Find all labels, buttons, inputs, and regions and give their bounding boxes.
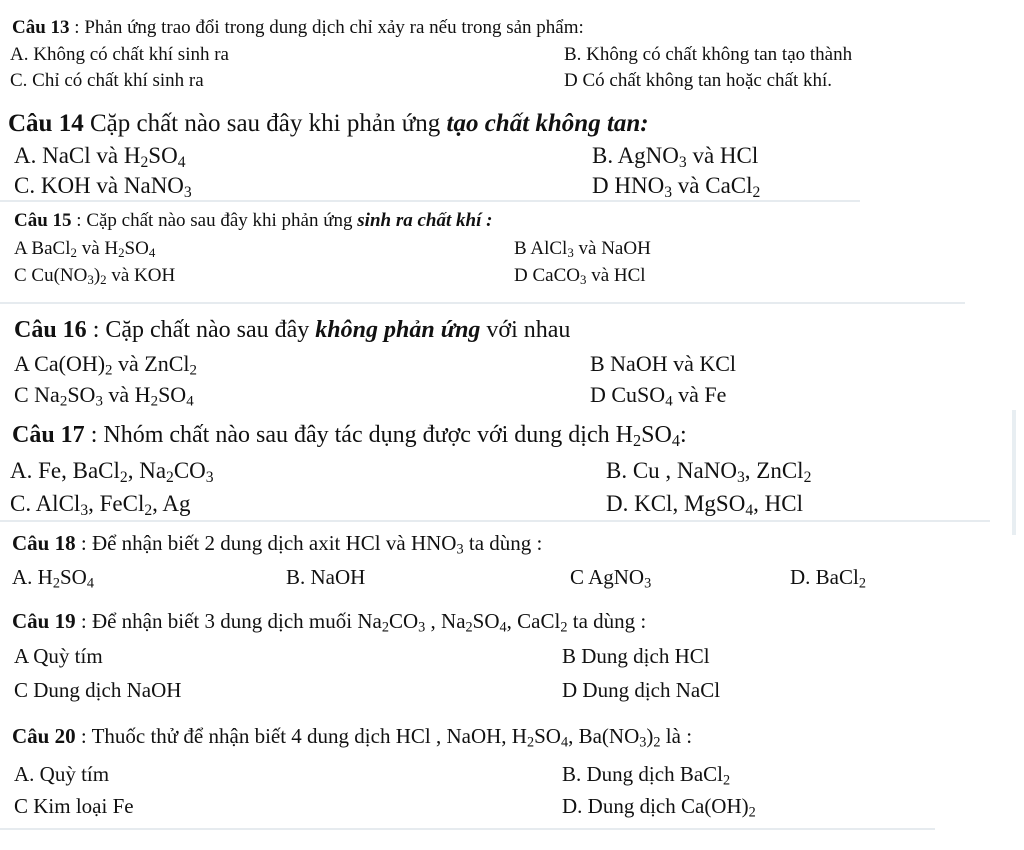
question-20-stem: Câu 20 : Thuốc thử để nhận biết 4 dung dịch HCl , NaOH, $H_2SO_4$, $Ba(NO_3)_2$ là :	[12, 724, 693, 751]
question-13-option-b: B. Không có chất không tan tạo thành	[564, 44, 853, 65]
question-14-option-b: B. AgNO$_3$ và HCl	[592, 143, 759, 171]
question-19-option-a: A Quỳ tím	[14, 644, 103, 668]
question-19-option-b: B Dung dịch HCl	[562, 644, 710, 668]
section-divider	[0, 828, 935, 830]
question-15-stem: Câu 15 : Cặp chất nào sau đây khi phản ứng sinh ra chất khí :	[14, 210, 493, 231]
scan-edge	[1012, 410, 1016, 535]
question-15-option-d: D CaCO$_3$ và HCl	[514, 265, 646, 288]
question-20-option-d: D. Dung dịch $Ca(OH)_2$	[562, 794, 756, 821]
question-17-stem: Câu 17 : Nhóm chất nào sau đây tác dụng được với dung dịch $H_2SO_4$:	[12, 422, 687, 451]
question-19-option-c: C Dung dịch NaOH	[14, 678, 182, 702]
question-16-option-a: A $Ca(OH)_2$ và ZnCl$_2$	[14, 351, 198, 379]
question-20-option-c: C Kim loại Fe	[14, 794, 134, 818]
question-13-option-d: D Có chất không tan hoặc chất khí.	[564, 70, 833, 91]
question-16-option-d: D CuSO$_4$ và Fe	[590, 382, 727, 410]
question-13-option-c: C. Chỉ có chất khí sinh ra	[10, 70, 204, 91]
question-17-option-a: A. Fe, BaCl$_2$, $Na_2CO_3$	[10, 458, 214, 486]
question-16-stem: Câu 16 : Cặp chất nào sau đây không phản ứng với nhau	[14, 317, 571, 343]
question-18-option-b: B. NaOH	[286, 565, 366, 589]
question-13-stem: Câu 13 : Phản ứng trao đổi trong dung dịch chỉ xảy ra nếu trong sản phẩm:	[12, 17, 584, 38]
section-divider	[0, 520, 990, 522]
question-18-option-c: C AgNO$_3$	[570, 565, 652, 592]
question-14-stem: Câu 14 Cặp chất nào sau đây khi phản ứng tạo chất không tan:	[8, 110, 649, 137]
question-17-option-c: C. AlCl$_3$, FeCl$_2$, Ag	[10, 491, 191, 519]
question-17-option-d: D. KCl, MgSO$_4$, HCl	[606, 491, 803, 519]
question-16-option-b: B NaOH và KCl	[590, 351, 737, 376]
question-17-option-b: B. Cu , NaNO$_3$, ZnCl$_2$	[606, 458, 812, 486]
question-15-option-a: A BaCl$_2$ và $H_2SO_4$	[14, 238, 156, 261]
question-14-option-a: A. NaCl và $H_2SO_4$	[14, 143, 186, 171]
question-16-option-c: C $Na_2SO_3$ và $H_2SO_4$	[14, 382, 194, 410]
question-20-option-a: A. Quỳ tím	[14, 762, 110, 786]
question-20-option-b: B. Dung dịch BaCl$_2$	[562, 762, 731, 789]
question-18-stem: Câu 18 : Để nhận biết 2 dung dịch axit HCl và $HNO_3$ ta dùng :	[12, 531, 543, 558]
question-18-option-d: D. BaCl$_2$	[790, 565, 866, 592]
question-18-option-a: A. $H_2SO_4$	[12, 565, 94, 592]
question-14-option-c: C. KOH và NaNO$_3$	[14, 173, 192, 201]
question-19-option-d: D Dung dịch NaCl	[562, 678, 721, 702]
section-divider	[0, 302, 965, 304]
section-divider	[0, 200, 860, 202]
question-15-option-c: C $Cu(NO_3)_2$ và KOH	[14, 265, 176, 288]
question-15-option-b: B AlCl$_3$ và NaOH	[514, 238, 651, 261]
question-19-stem: Câu 19 : Để nhận biết 3 dung dịch muối $Na_2CO_3$ , $Na_2SO_4$, CaCl$_2$ ta dùng :	[12, 609, 647, 636]
question-13-option-a: A. Không có chất khí sinh ra	[10, 44, 229, 65]
question-14-option-d: D $HNO_3$ và CaCl$_2$	[592, 173, 761, 201]
